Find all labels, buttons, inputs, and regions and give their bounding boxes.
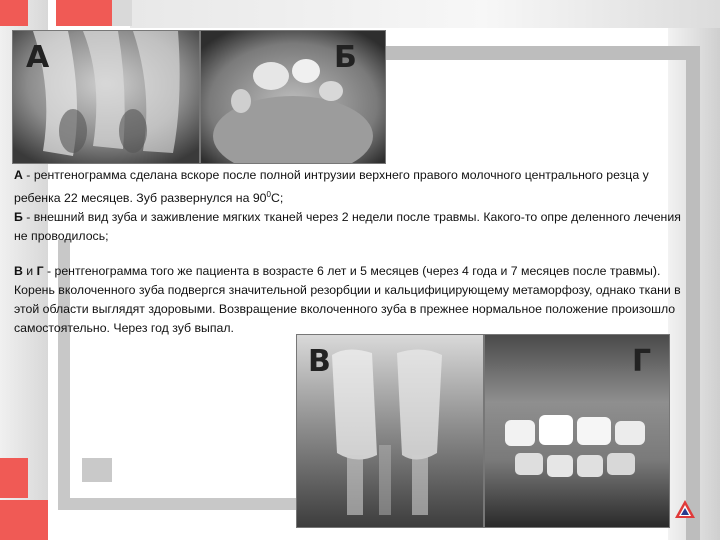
photo-label-b: Б bbox=[334, 40, 357, 75]
triangle-logo-icon[interactable] bbox=[674, 499, 696, 519]
photo-label-a: А bbox=[26, 40, 50, 75]
decor-square-red bbox=[0, 500, 48, 540]
caption-letter-g: Г bbox=[36, 264, 44, 278]
frame-bar-top bbox=[383, 46, 700, 60]
caption-b-text: - внешний вид зуба и заживление мягких тканей через 2 недели после травмы. Какого-то опре деленного лечения не проводилось; bbox=[14, 210, 681, 244]
caption-vg bbox=[14, 262, 690, 338]
decor-square-red bbox=[56, 0, 112, 26]
photo-label-g: Г bbox=[632, 344, 652, 379]
caption-a-end: С; bbox=[270, 191, 284, 206]
caption-ab bbox=[14, 166, 690, 246]
decor-square-red bbox=[0, 0, 28, 26]
caption-letter-v: В bbox=[14, 264, 23, 278]
caption-vg-mid: и bbox=[22, 264, 37, 278]
caption-a-sup: 0 bbox=[266, 190, 271, 199]
photo-label-v: В bbox=[308, 344, 331, 379]
decor-square-gray bbox=[82, 458, 112, 482]
caption-vg-text: - рентгенограмма того же пациента в возрасте 6 лет и 5 месяцев (через 4 года и 7 месяцев после травмы). Корень вколоченного зуба подвергся значительной резорбции и кальцифицирующему метаморфозу, однако ткани в этой области выглядят здоровыми. Возвращение вколоченного зуба в прежнее нормальное положение произошло самостоятельно. Через год зуб выпал. bbox=[14, 264, 681, 335]
caption-a-text: - рентгенограмма сделана вскоре после полной интрузии верхнего правого молочного центрального резца у ребенка 22 месяцев. Зуб развернулся на 90 bbox=[14, 168, 649, 206]
caption-letter-a: А bbox=[14, 168, 23, 182]
decor-square-red bbox=[0, 458, 28, 498]
clinical-photo-b bbox=[200, 30, 386, 164]
top-decor-band bbox=[130, 0, 720, 28]
decor-square-gray bbox=[112, 0, 132, 26]
caption-letter-b: Б bbox=[14, 210, 23, 225]
frame-bar-bottom bbox=[58, 498, 298, 510]
